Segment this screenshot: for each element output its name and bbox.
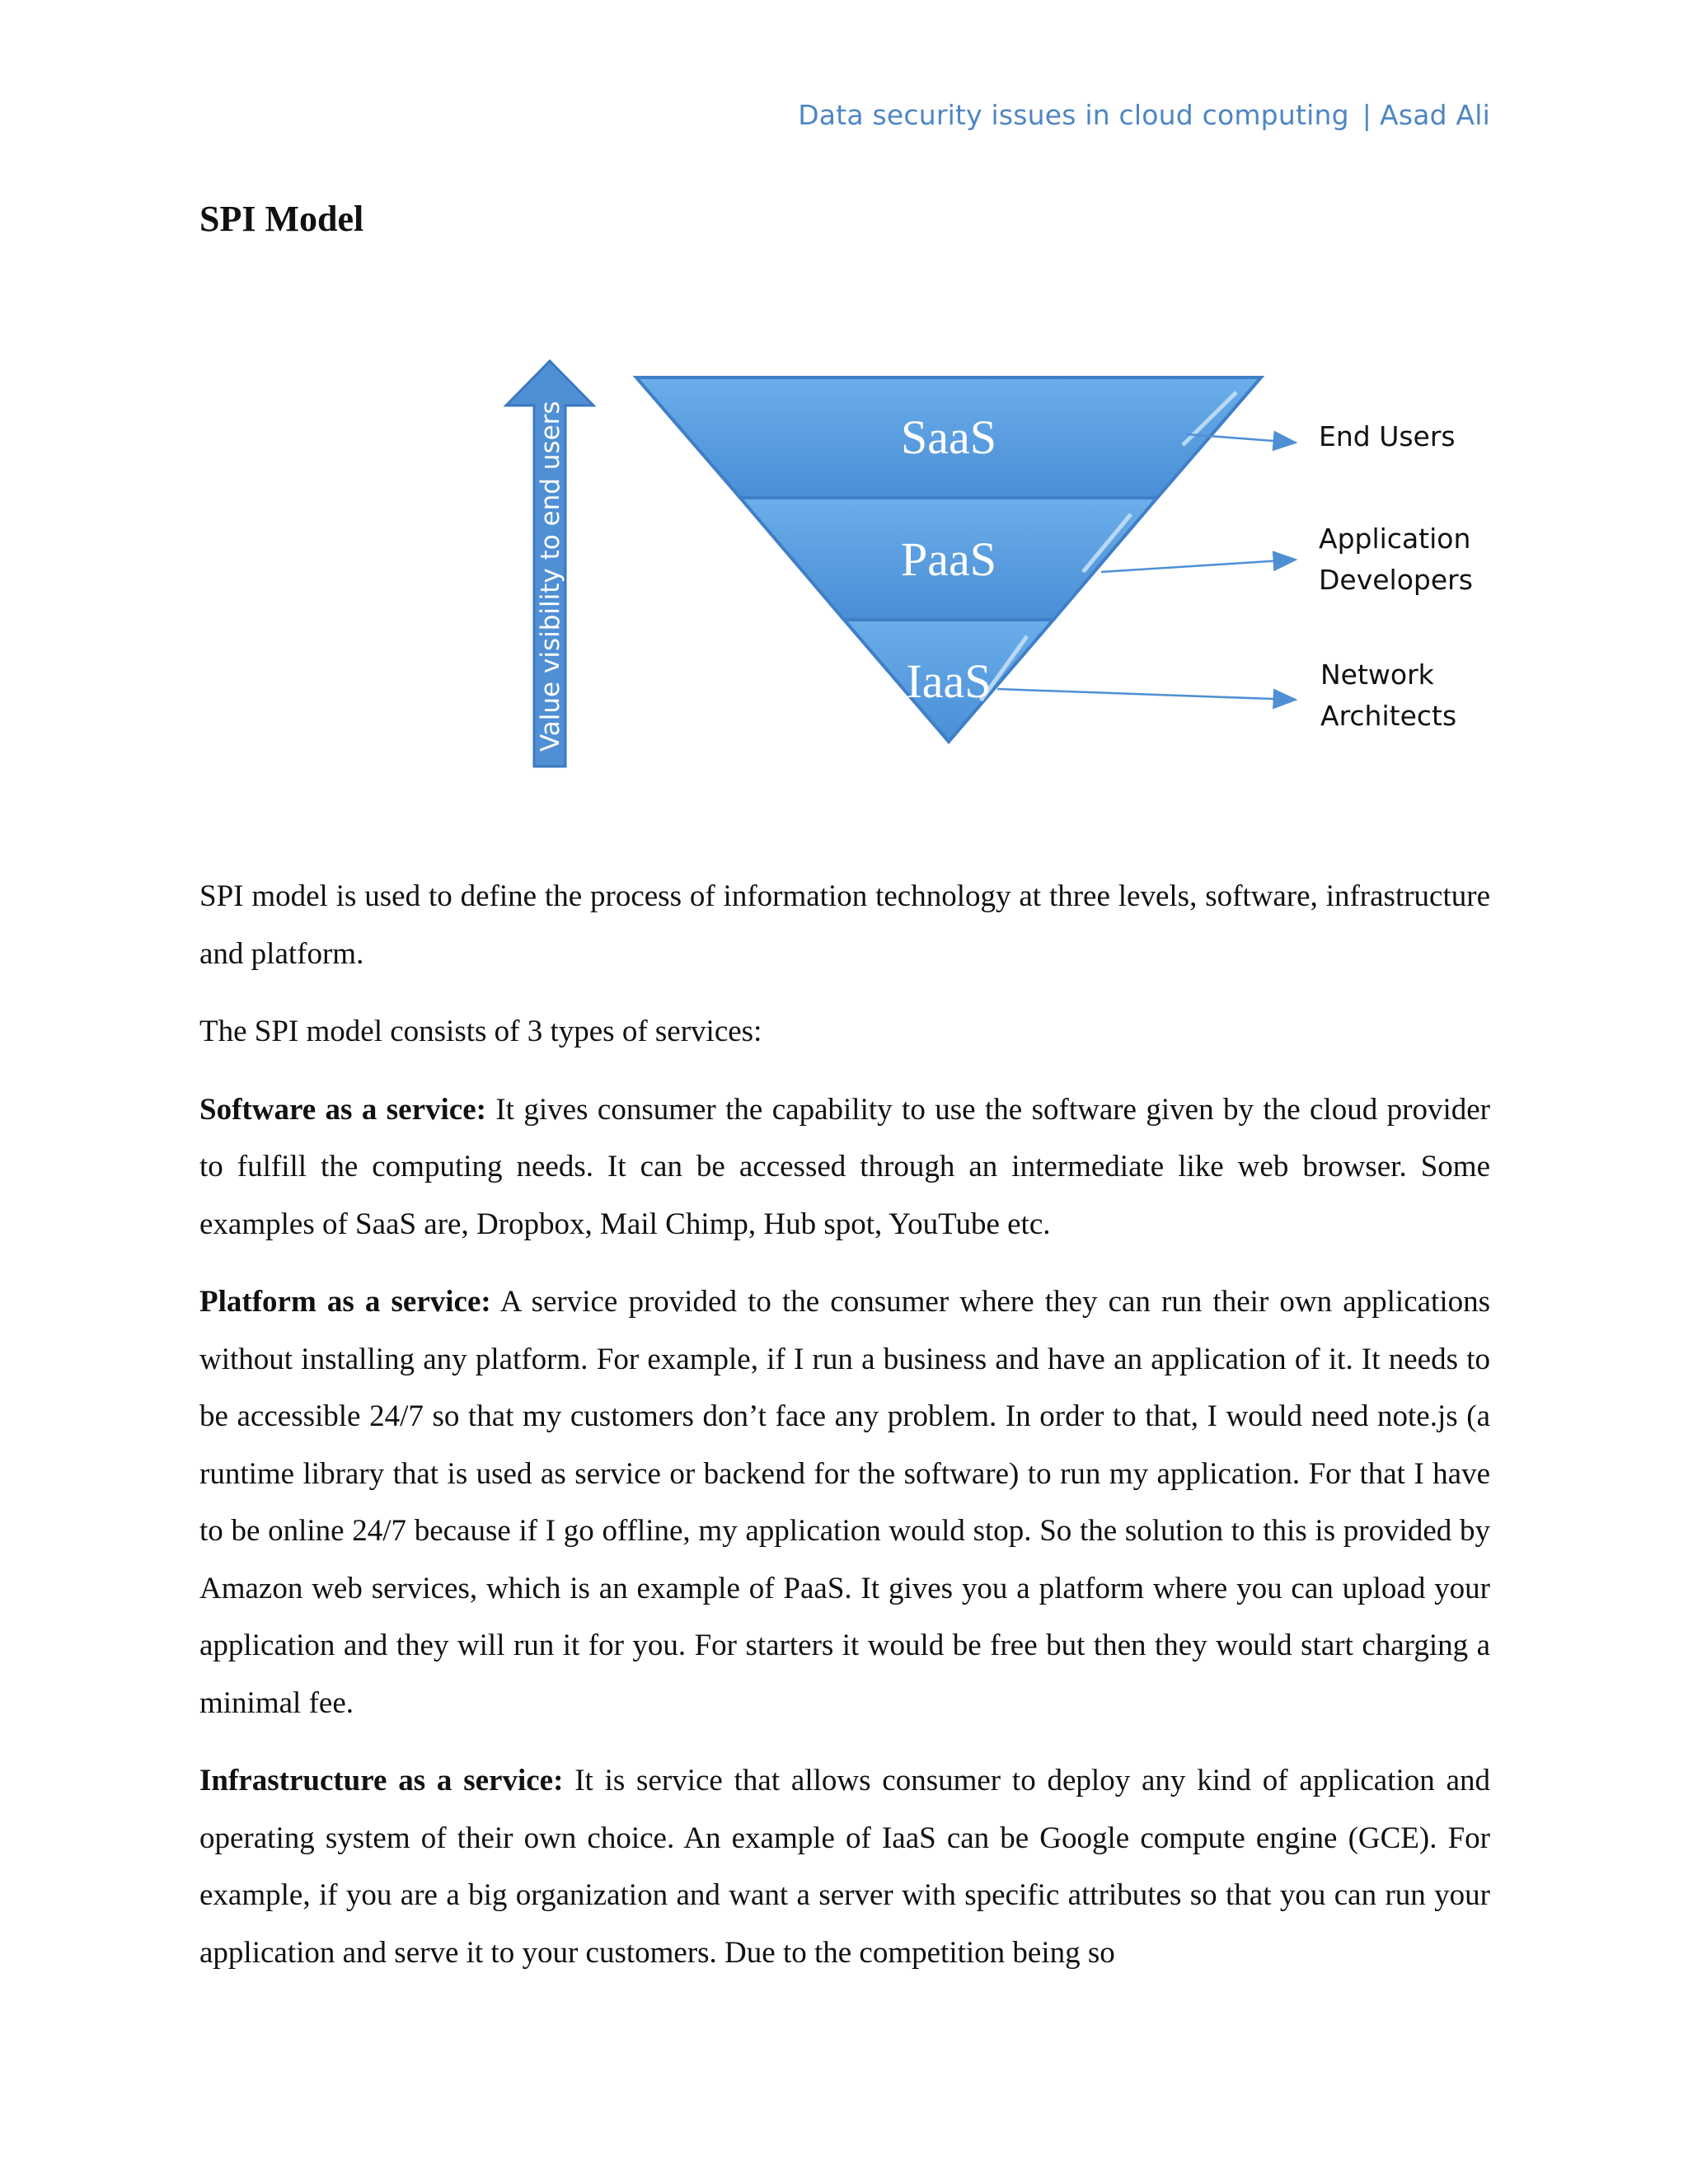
header-author: Asad Ali [1380, 99, 1490, 131]
paragraph-paas [199, 1273, 1490, 1732]
running-header [798, 99, 1490, 131]
paragraph-term: Platform as a service: [199, 1285, 491, 1319]
paragraph-text: SPI model is used to define the process of information technology at three levels, software, infrastructure and platform. [199, 879, 1490, 971]
paragraph-iaas [199, 1752, 1490, 1981]
value-visibility-label: Value visibility to end users [536, 401, 565, 752]
saas-label: SaaS [901, 410, 996, 464]
paragraph-text: The SPI model consists of 3 types of services: [199, 1015, 762, 1048]
spi-model-diagram [0, 330, 1688, 791]
header-title: Data security issues in cloud computing [798, 99, 1349, 131]
paragraph-saas [199, 1081, 1490, 1254]
iaas-label: IaaS [906, 654, 992, 708]
network-architects-label-line1: Network [1320, 658, 1434, 691]
section-title: SPI Model [199, 199, 364, 239]
paragraph-text: It gives consumer the capability to use the software given by the cloud provider to fulfill the computing needs. It can be accessed through an intermediate like web browser. Some examples of SaaS are, Dropbox, Mail Chimp, Hub spot, YouTube etc. [199, 1092, 1490, 1241]
paragraph-intro [199, 868, 1490, 982]
end-users-label: End Users [1319, 420, 1456, 452]
paragraph-text: It is service that allows consumer to deploy any kind of application and operating system of their own choice. An example of IaaS can be Google compute engine (GCE). For example, if you are a big organization and want a server with specific attributes so that you can run your application and serve it to your customers. Due to the competition being so [199, 1764, 1490, 1970]
iaas-pointer-arrow [997, 689, 1296, 700]
value-visibility-arrow [506, 361, 593, 766]
iaas-layer [844, 620, 1053, 742]
header-separator: | [1362, 99, 1372, 131]
paragraph-term: Software as a service: [199, 1092, 486, 1127]
application-developers-label-line1: Application [1319, 523, 1471, 555]
paragraph-term: Infrastructure as a service: [199, 1764, 564, 1797]
network-architects-label-line2: Architects [1320, 700, 1457, 732]
saas-layer [636, 377, 1261, 498]
paragraph-text: A service provided to the consumer where they can run their own applications without installing any platform. For example, if I run a business and have an application of it. It needs to be accessible 24/7 so that my customers don’t face any problem. In order to that, I would need note.js (a runtime library that is used as service or backend for the software) to run my application. For that I have to be online 24/7 because if I go offline, my application would stop. So the solution to this is provided by Amazon web services, which is an example of PaaS. It gives you a platform where you can upload your application and they will run it for you. For starters it would be free but then they would start charging a minimal fee. [199, 1285, 1490, 1720]
paas-pointer-arrow [1101, 560, 1296, 572]
application-developers-label-line2: Developers [1319, 564, 1473, 596]
paragraph-types [199, 1003, 1490, 1061]
paas-label: PaaS [901, 532, 996, 586]
paas-layer [740, 498, 1157, 620]
body-text [199, 868, 1490, 2002]
